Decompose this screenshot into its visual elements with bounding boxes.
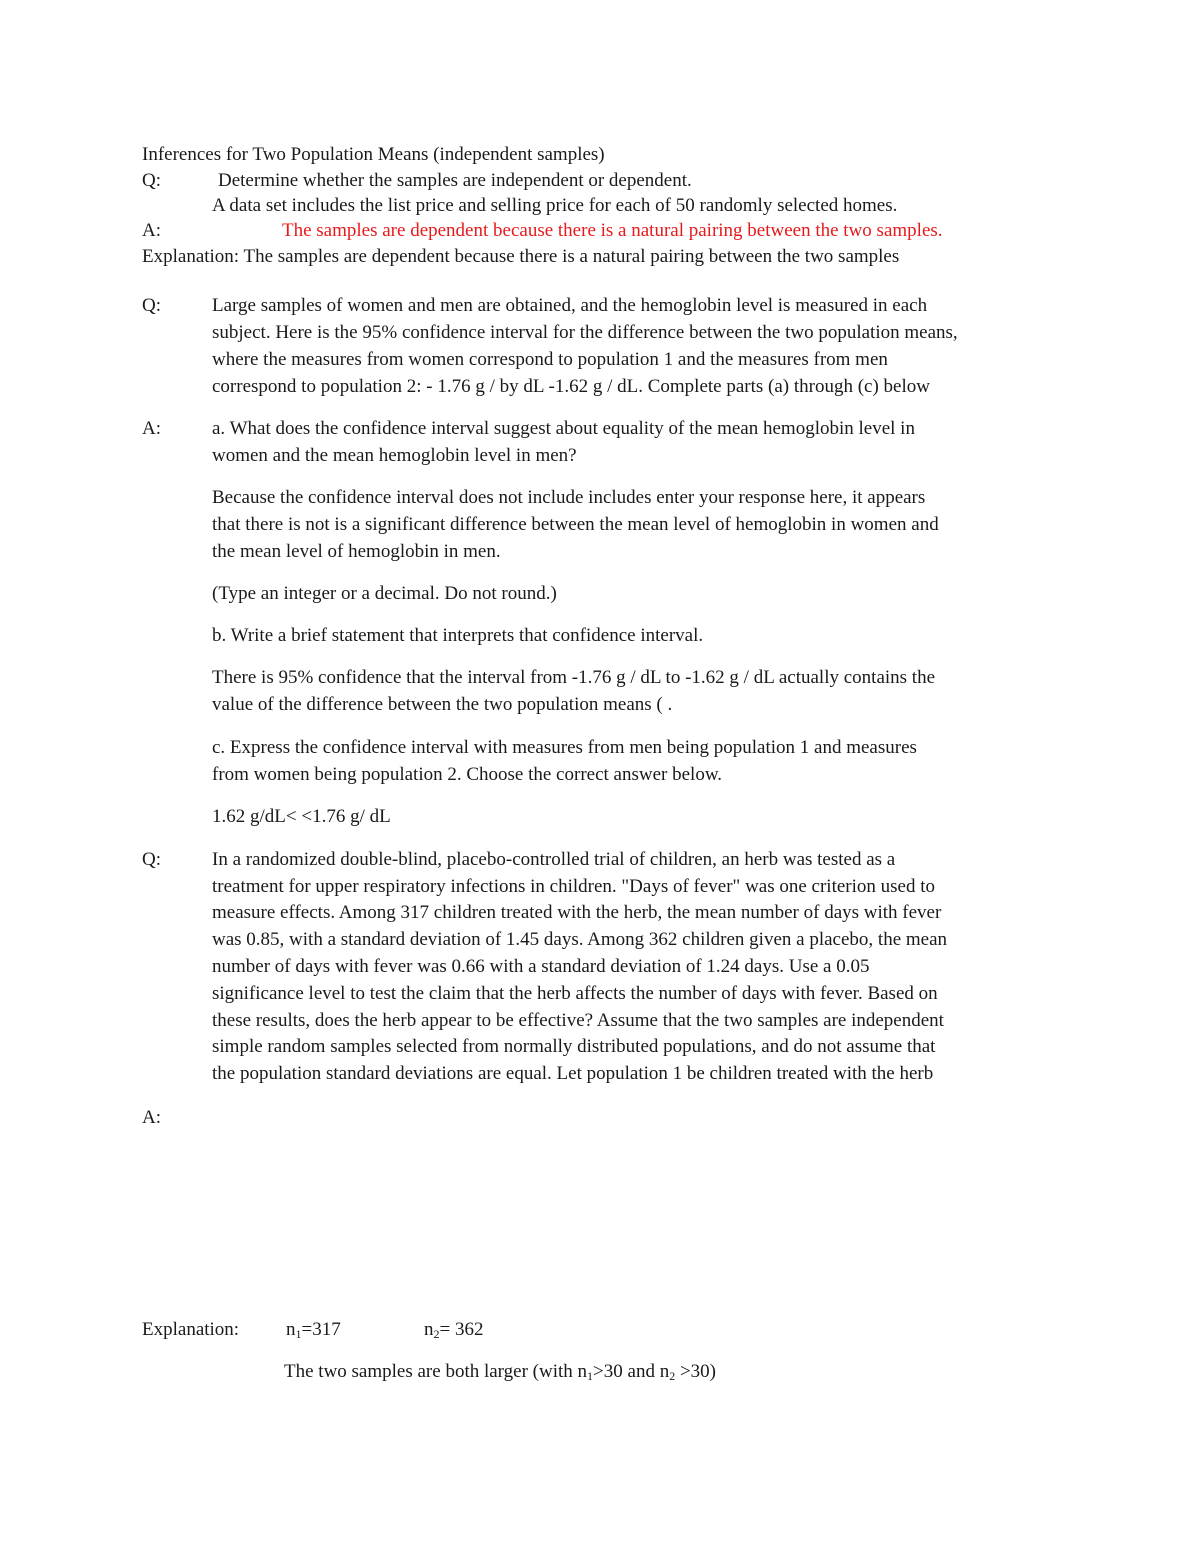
q2-part-c-line: from women being population 2. Choose the correct answer below. (212, 764, 723, 785)
q3-question-line: the population standard deviations are equal. Let population 1 be children treated with the herb (212, 1063, 934, 1084)
q3-question-line: these results, does the herb appear to be effective? Assume that the two samples are independent (212, 1010, 944, 1031)
q1-explanation: Explanation: The samples are dependent because there is a natural pairing between the two samples (142, 246, 900, 267)
q3-question-line: measure effects. Among 317 children treated with the herb, the mean number of days with fever (212, 902, 942, 923)
n1-number: =317 (301, 1319, 341, 1340)
q2-label: Q: (142, 295, 161, 316)
q3-question-line: was 0.85, with a standard deviation of 1.45 days. Among 362 children given a placebo, the mean (212, 929, 948, 950)
q2-part-b: b. Write a brief statement that interprets that confidence interval. (212, 625, 704, 646)
q1-label: Q: (142, 170, 161, 191)
q3-explanation-label: Explanation: (142, 1319, 240, 1340)
q2-part-a-answer-line: Because the confidence interval does not include includes enter your response here, it appears (212, 487, 926, 508)
q2-part-a-line: a. What does the confidence interval suggest about equality of the mean hemoglobin level in (212, 418, 915, 439)
q1-answer: The samples are dependent because there is a natural pairing between the two samples. (282, 220, 943, 241)
q3-question-line: treatment for upper respiratory infections in children. "Days of fever" was one criterion used to (212, 876, 936, 897)
sizes-middle: >30 and n (593, 1361, 670, 1382)
q3-answer-label: A: (142, 1107, 161, 1128)
q2-part-c-answer: 1.62 g/dL< <1.76 g/ dL (212, 806, 391, 827)
sample-size-statement (284, 1359, 716, 1385)
q3-question-line: simple random samples selected from normally distributed populations, and do not assume that (212, 1036, 936, 1057)
q1-question: Determine whether the samples are independent or dependent. (218, 170, 692, 191)
q1-answer-label: A: (142, 220, 161, 241)
q2-question-line: subject. Here is the 95% confidence interval for the difference between the two population means, (212, 322, 958, 343)
sizes-subscript-2: 2 (669, 1369, 676, 1383)
n2-value (424, 1317, 483, 1343)
q3-question-line: significance level to test the claim that the herb affects the number of days with fever. Based on (212, 983, 938, 1004)
q2-part-b-answer-line: value of the difference between the two population means ( . (212, 694, 673, 715)
q3-question-line: number of days with fever was 0.66 with a standard deviation of 1.24 days. Use a 0.05 (212, 956, 870, 977)
page-title: Inferences for Two Population Means (independent samples) (142, 144, 605, 165)
q2-question-line: correspond to population 2: - 1.76 g / by dL -1.62 g / dL. Complete parts (a) through (c) below (212, 376, 930, 397)
sizes-suffix: >30) (675, 1361, 716, 1382)
q2-note: (Type an integer or a decimal. Do not round.) (212, 583, 557, 604)
q2-question-line: Large samples of women and men are obtained, and the hemoglobin level is measured in each (212, 295, 928, 316)
n1-var: n (286, 1319, 296, 1340)
n2-var: n (424, 1319, 434, 1340)
q2-part-b-answer-line: There is 95% confidence that the interval from -1.76 g / dL to -1.62 g / dL actually contains the (212, 667, 936, 688)
q3-question-line: In a randomized double-blind, placebo-controlled trial of children, an herb was tested as a (212, 849, 896, 870)
q3-label: Q: (142, 849, 161, 870)
q2-question-line: where the measures from women correspond to population 1 and the measures from men (212, 349, 888, 370)
q1-dataset: A data set includes the list price and selling price for each of 50 randomly selected homes. (212, 195, 898, 216)
q2-part-a-answer-line: the mean level of hemoglobin in men. (212, 541, 501, 562)
n1-value (286, 1317, 341, 1343)
n2-number: = 362 (439, 1319, 484, 1340)
q2-answer-label: A: (142, 418, 161, 439)
q2-part-a-line: women and the mean hemoglobin level in men? (212, 445, 577, 466)
sizes-prefix: The two samples are both larger (with n (284, 1361, 588, 1382)
sizes-subscript-1: 1 (587, 1369, 594, 1383)
n2-subscript: 2 (433, 1327, 440, 1341)
n1-subscript: 1 (295, 1327, 302, 1341)
q2-part-c-line: c. Express the confidence interval with measures from men being population 1 and measures (212, 737, 917, 758)
q2-part-a-answer-line: that there is not is a significant difference between the mean level of hemoglobin in women and (212, 514, 939, 535)
